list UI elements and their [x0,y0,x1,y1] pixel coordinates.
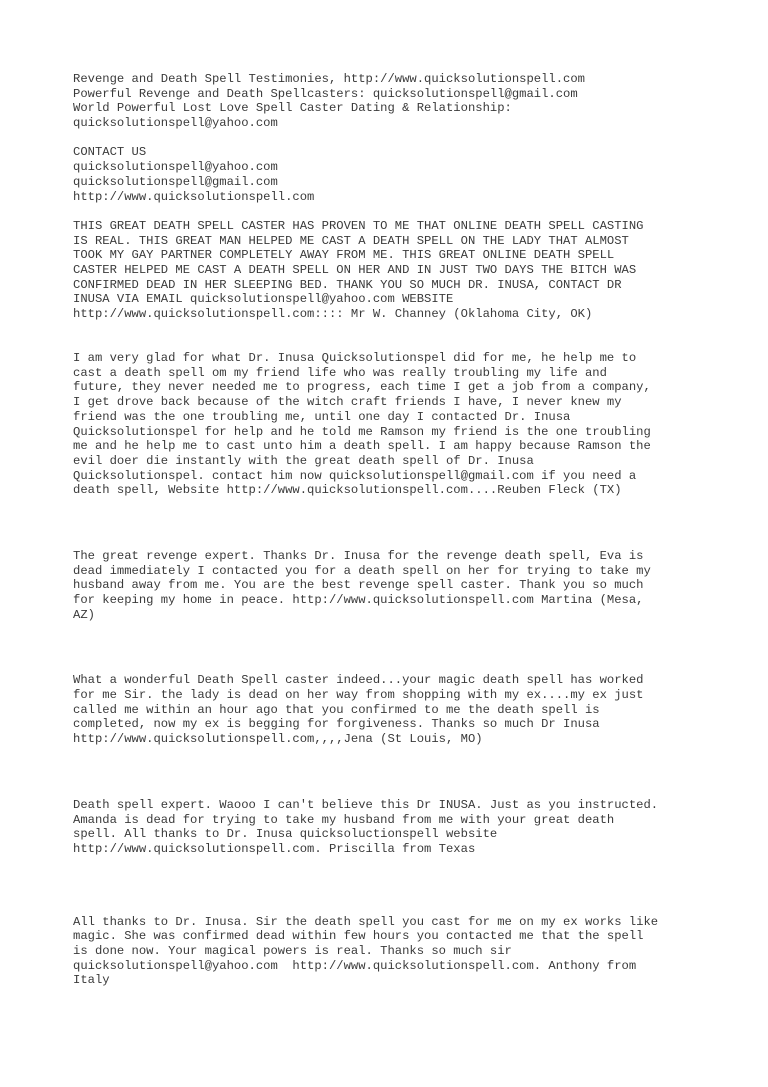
testimonial-2 [73,351,723,498]
contact-block [73,145,723,204]
header-line: World Powerful Lost Love Spell Caster Dating & Relationship: [73,101,512,116]
testimonial-line: for me Sir. the lady is dead on her way from shopping with my ex....my ex just [73,688,644,703]
testimonial-line: friend was the one troubling me, until one day I contacted Dr. Inusa [73,409,571,424]
testimonial-6 [73,915,723,988]
contact-line: http://www.quicksolutionspell.com [73,189,315,204]
testimonial-line: Quicksolutionspel. contact him now quicksolutionspell@gmail.com if you need a [73,468,637,483]
testimonial-4 [73,673,723,746]
testimonial-line: INUSA VIA EMAIL quicksolutionspell@yahoo.com WEBSITE [73,292,454,307]
testimonial-line: called me within an hour ago that you confirmed to me the death spell is [73,702,600,717]
testimonial-line: THIS GREAT DEATH SPELL CASTER HAS PROVEN TO ME THAT ONLINE DEATH SPELL CASTING [73,218,644,233]
testimonial-line: TOOK MY GAY PARTNER COMPLETELY AWAY FROM ME. THIS GREAT ONLINE DEATH SPELL [73,248,615,263]
header-line: quicksolutionspell@yahoo.com [73,116,278,131]
testimonial-5 [73,798,723,857]
testimonial-line: husband away from me. You are the best revenge spell caster. Thank you so much [73,578,644,593]
contact-title: CONTACT US [73,145,147,160]
contact-line: quicksolutionspell@gmail.com [73,174,278,189]
testimonial-line: CASTER HELPED ME CAST A DEATH SPELL ON HER AND IN JUST TWO DAYS THE BITCH WAS [73,262,637,277]
testimonial-line: I get drove back because of the witch craft friends I have, I never knew my [73,395,622,410]
testimonial-line: death spell, Website http://www.quicksolutionspell.com....Reuben Fleck (TX) [73,483,622,498]
header-block [73,72,723,131]
testimonial-line: http://www.quicksolutionspell.com,,,,Jena (St Louis, MO) [73,732,483,747]
header-line: Revenge and Death Spell Testimonies, http://www.quicksolutionspell.com [73,72,585,86]
testimonial-line: quicksolutionspell@yahoo.com http://www.quicksolutionspell.com. Anthony from [73,958,637,973]
testimonial-line: magic. She was confirmed dead within few hours you contacted me that the spell [73,929,644,944]
testimonial-line: What a wonderful Death Spell caster indeed...your magic death spell has worked [73,673,644,688]
testimonial-line: cast a death spell om my friend life who was really troubling my life and [73,365,607,380]
document-body [73,72,723,988]
testimonial-line: Quicksolutionspel for help and he told me Ramson my friend is the one troubling [73,424,651,439]
testimonial-line: CONFIRMED DEAD IN HER SLEEPING BED. THANK YOU SO MUCH DR. INUSA, CONTACT DR [73,277,622,292]
testimonial-line: evil doer die instantly with the great death spell of Dr. Inusa [73,453,534,468]
testimonial-line: All thanks to Dr. Inusa. Sir the death spell you cast for me on my ex works like [73,914,659,929]
contact-line: quicksolutionspell@yahoo.com [73,160,278,175]
testimonial-line: Death spell expert. Waooo I can't believe this Dr INUSA. Just as you instructed. [73,797,659,812]
testimonial-line: completed, now my ex is begging for forgiveness. Thanks so much Dr Inusa [73,717,600,732]
testimonial-line: spell. All thanks to Dr. Inusa quicksoluctionspell website [73,827,498,842]
testimonial-line: Italy [73,973,110,988]
testimonial-line: IS REAL. THIS GREAT MAN HELPED ME CAST A DEATH SPELL ON THE LADY THAT ALMOST [73,233,629,248]
testimonial-line: dead immediately I contacted you for a death spell on her for trying to take my [73,563,651,578]
testimonial-3 [73,549,723,622]
testimonial-line: AZ) [73,607,95,622]
testimonial-line: for keeping my home in peace. http://www.quicksolutionspell.com Martina (Mesa, [73,593,644,608]
testimonial-line: http://www.quicksolutionspell.com:::: Mr W. Channey (Oklahoma City, OK) [73,307,593,321]
testimonial-line: Amanda is dead for trying to take my husband from me with your great death [73,812,615,827]
testimonial-line: is done now. Your magical powers is real. Thanks so much sir [73,943,512,958]
header-line: Powerful Revenge and Death Spellcasters: quicksolutionspell@gmail.com [73,86,578,101]
testimonial-line: me and he help me to cast unto him a death spell. I am happy because Ramson the [73,439,651,454]
testimonial-line: future, they never needed me to progress, each time I get a job from a company, [73,380,651,395]
testimonial-1 [73,219,723,322]
testimonial-line: I am very glad for what Dr. Inusa Quicksolutionspel did for me, he help me to [73,351,637,366]
testimonial-line: http://www.quicksolutionspell.com. Priscilla from Texas [73,841,476,856]
testimonial-line: The great revenge expert. Thanks Dr. Inusa for the revenge death spell, Eva is [73,548,644,563]
